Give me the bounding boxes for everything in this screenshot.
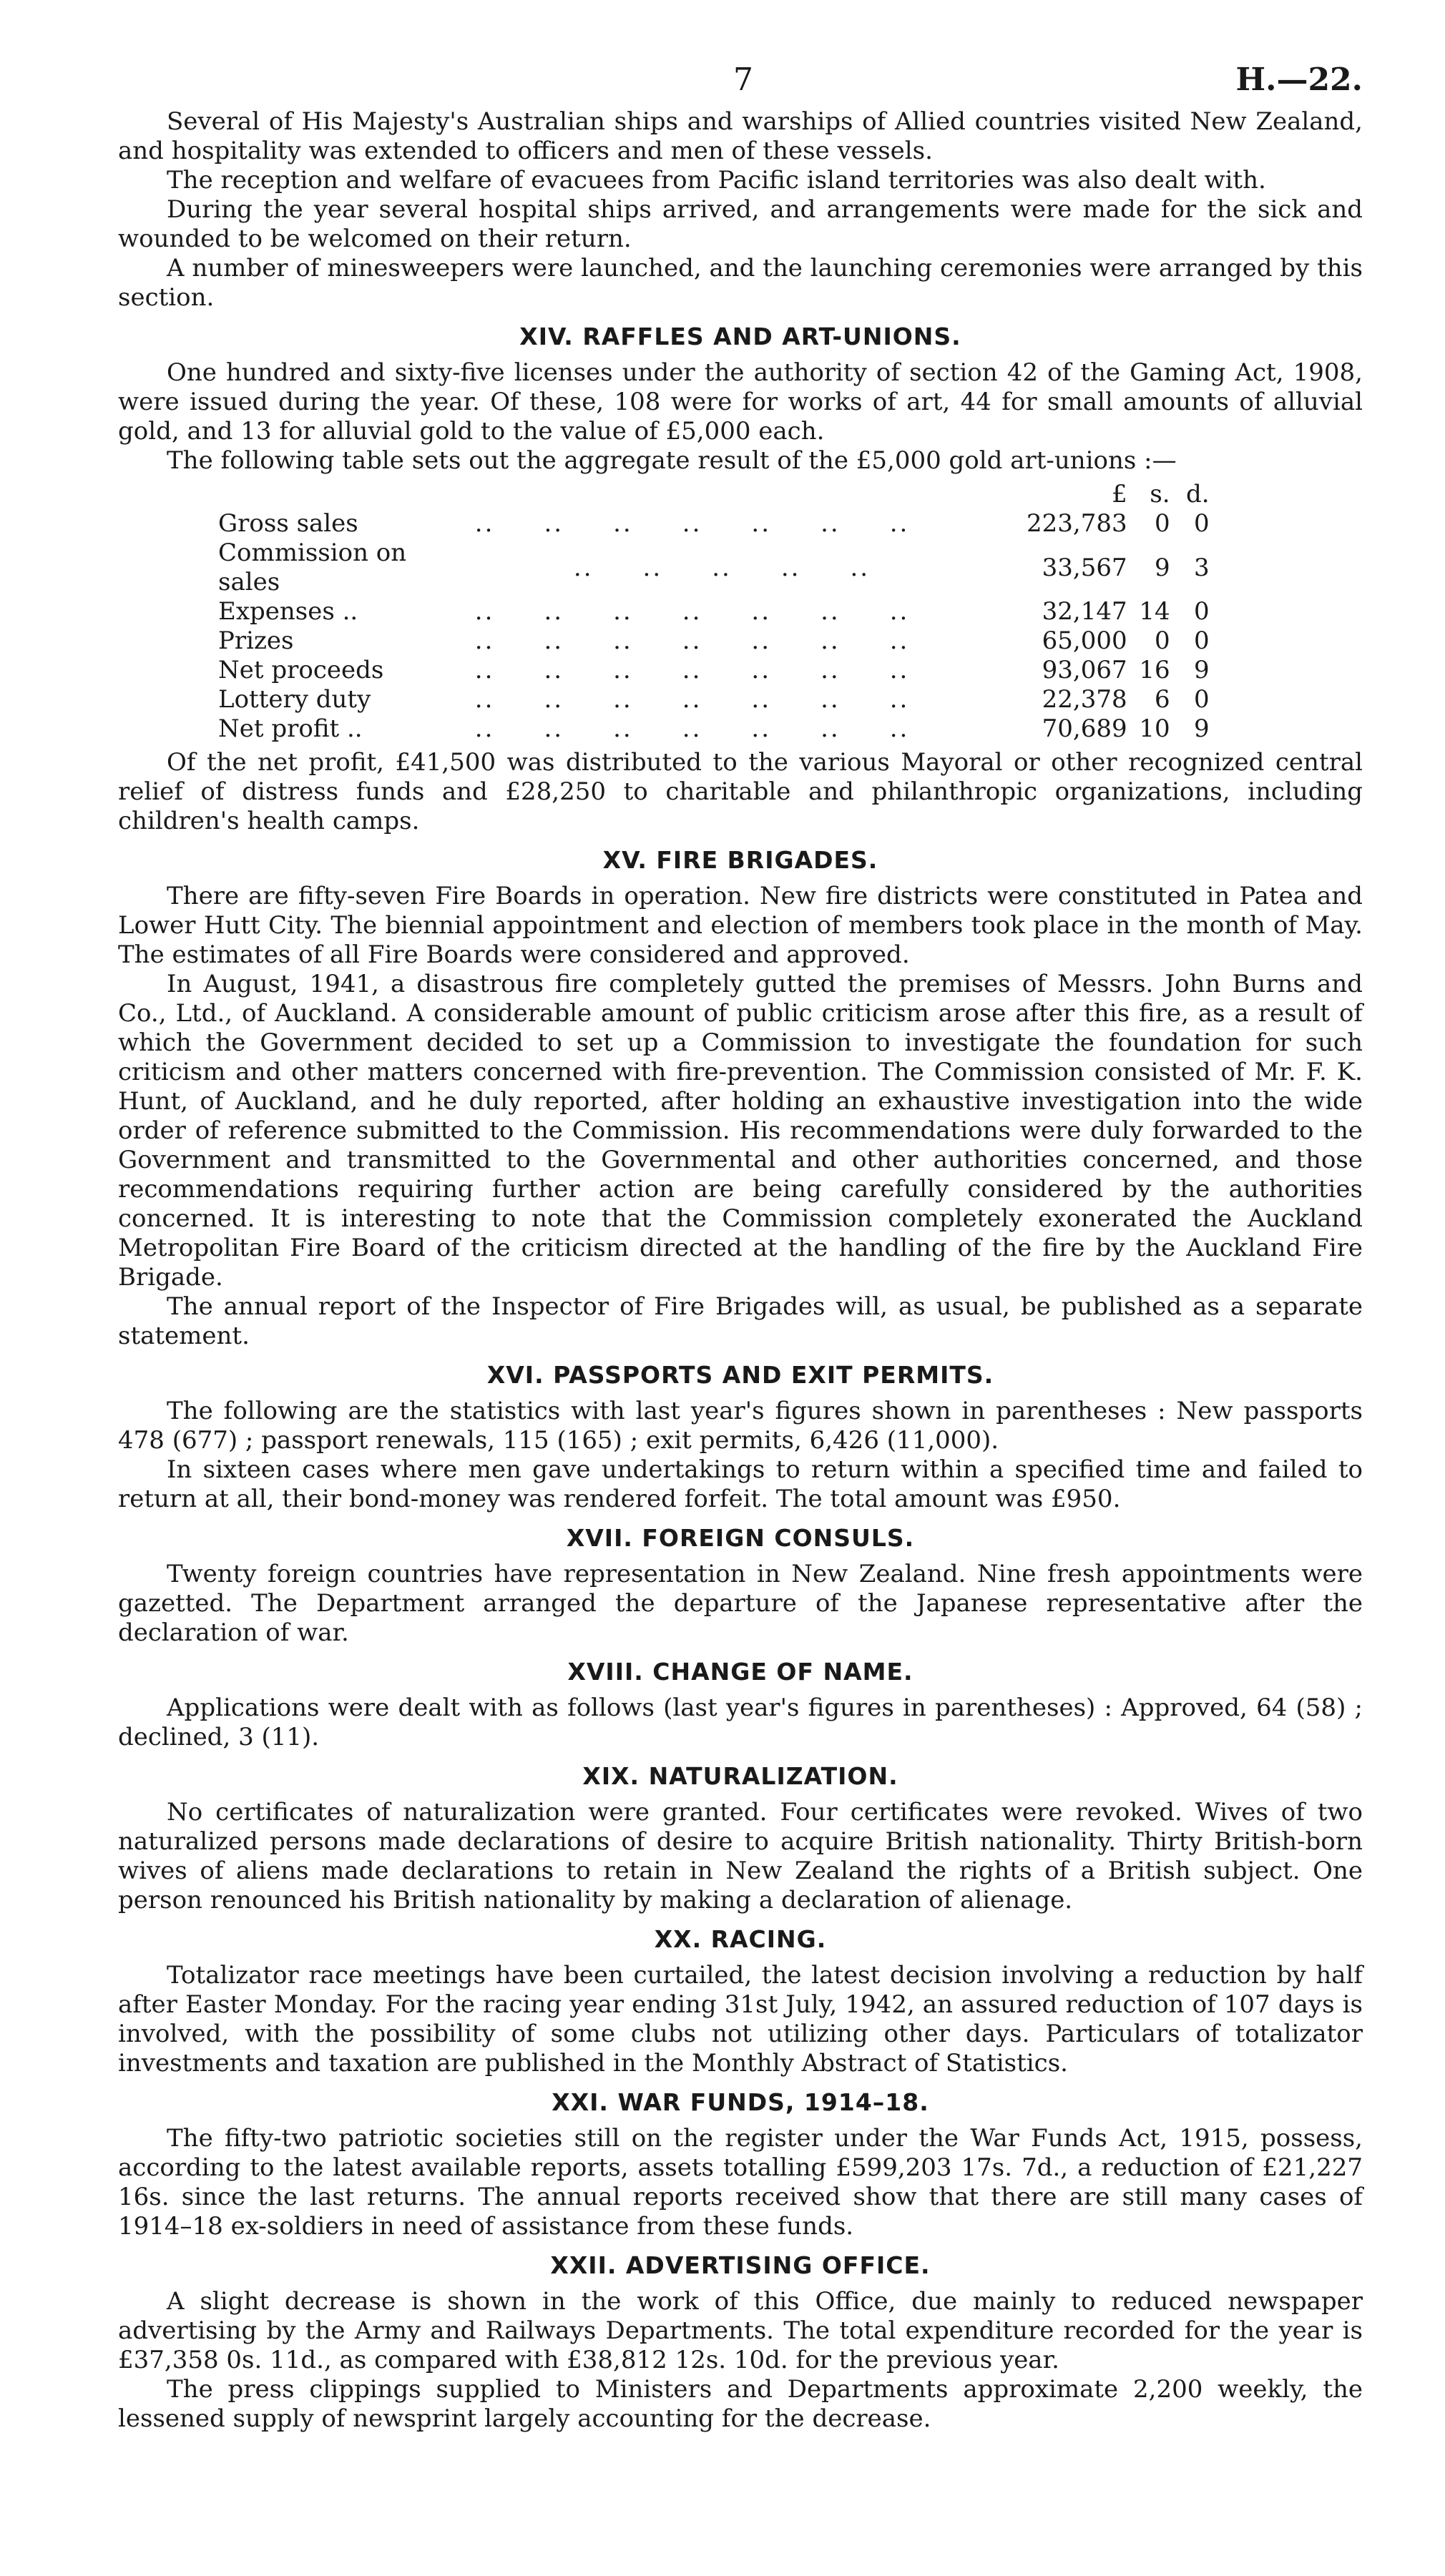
paragraph: Applications were dealt with as follows (last year's figures in parentheses) : Approved, 64 (58) ; declined, 3 (11). — [118, 1693, 1363, 1751]
paragraph: There are fifty-seven Fire Boards in operation. New fire districts were constituted in Patea and Lower Hutt City. The biennial appointment and election of members took place in the month of May. The estimates of all Fire Boards were considered and approved. — [118, 882, 1363, 969]
pounds-cell: 70,689 — [1042, 714, 1127, 743]
section-racing — [118, 1924, 1363, 2078]
leader-dots: .. .. .. .. .. .. .. — [465, 626, 910, 655]
paragraph: One hundred and sixty-five licenses under the authority of section 42 of the Gaming Act, 1908, were issued during the year. Of these, 108 were for works of art, 44 for small amounts of alluvial gold, and 13 for alluvial gold to the value of £5,000 each. — [118, 358, 1363, 446]
section-heading: XIX. NATURALIZATION. — [582, 1762, 898, 1790]
leader-dots: .. .. .. .. .. .. .. — [465, 509, 910, 538]
pence-cell: 3 — [1193, 553, 1210, 582]
pence-cell: 0 — [1193, 509, 1210, 538]
shillings-cell: 0 — [1154, 626, 1170, 655]
pounds-cell: 32,147 — [1042, 597, 1127, 626]
column-header: £ — [1111, 480, 1127, 508]
section-advertising-office — [118, 2250, 1363, 2434]
section-heading: XV. FIRE BRIGADES. — [602, 846, 878, 874]
section-passports — [118, 1360, 1363, 1514]
row-label: Net profit .. — [218, 714, 363, 743]
table-row — [218, 685, 1210, 714]
section-heading: XX. RACING. — [654, 1925, 827, 1953]
paragraph: During the year several hospital ships arrived, and arrangements were made for the sick and wounded to be welcomed on their return. — [118, 195, 1363, 253]
table-row — [218, 539, 1210, 597]
section-fire-brigades — [118, 845, 1363, 1351]
row-label: Expenses .. — [218, 597, 358, 626]
section-heading: XIV. RAFFLES AND ART-UNIONS. — [519, 323, 961, 350]
paragraph: The following are the statistics with last year's figures shown in parentheses : New passports 478 (677) ; passport renewals, 115 (165) ; exit permits, 6,426 (11,000). — [118, 1397, 1363, 1455]
paragraph: No certificates of naturalization were granted. Four certificates were revoked. Wives of two naturalized persons made declarations of desire to acquire British nationality. Thirty British-born wives of aliens made declarations to retain in New Zealand the rights of a British subject. One person renounced his British nationality by making a declaration of alienage. — [118, 1798, 1363, 1914]
section-heading: XVII. FOREIGN CONSULS. — [566, 1524, 915, 1552]
pounds-cell: 223,783 — [1027, 509, 1127, 538]
paragraph: Several of His Majesty's Australian ships and warships of Allied countries visited New Zealand, and hospitality was extended to officers and men of these vessels. — [118, 107, 1363, 165]
leader-dots: .. .. .. .. .. — [465, 553, 871, 582]
paragraph: In August, 1941, a disastrous fire completely gutted the premises of Messrs. John Burns and Co., Ltd., of Auckland. A considerable amount of public criticism arose after this fire, as a result of which the Government decided to set up a Commission to investigate the foundation for such criticism and other matters concerned with fire-prevention. The Commission consisted of Mr. F. K. Hunt, of Auckland, and he duly reported, after holding an exhaustive investigation into the wide order of reference submitted to the Commission. His recommendations were duly forwarded to the Government and transmitted to the Governmental and other authorities concerned, and those recommendations requiring further action are being carefully considered by the authorities concerned. It is interesting to note that the Commission completely exonerated the Auckland Metropolitan Fire Board of the criticism directed at the handling of the fire by the Auckland Fire Brigade. — [118, 970, 1363, 1292]
section-change-of-name — [118, 1656, 1363, 1752]
paragraph: In sixteen cases where men gave undertakings to return within a specified time and failed to return at all, their bond-money was rendered forfeit. The total amount was £950. — [118, 1455, 1363, 1513]
pence-cell: 9 — [1193, 714, 1210, 743]
leader-dots: .. .. .. .. .. .. .. — [465, 656, 910, 684]
table-header-row — [218, 480, 1210, 509]
table-row — [218, 714, 1210, 744]
pence-cell: 9 — [1193, 656, 1210, 684]
document-page — [118, 57, 1363, 2437]
paragraph: The annual report of the Inspector of Fire Brigades will, as usual, be published as a separate statement. — [118, 1292, 1363, 1350]
shillings-cell: 9 — [1154, 553, 1170, 582]
section-heading: XXI. WAR FUNDS, 1914–18. — [552, 2088, 929, 2116]
row-label: Lottery duty — [218, 685, 371, 714]
table-row — [218, 509, 1210, 539]
leader-dots: .. .. .. .. .. .. .. — [465, 597, 910, 626]
pounds-cell: 93,067 — [1042, 656, 1127, 684]
paragraph: A number of minesweepers were launched, and the launching ceremonies were arranged by this section. — [118, 254, 1363, 312]
column-header: s. — [1150, 480, 1170, 508]
section-raffles — [118, 321, 1363, 836]
page-number: 7 — [733, 62, 753, 98]
paragraph: The following table sets out the aggregate result of the £5,000 gold art-unions :— — [167, 446, 1177, 475]
page-header — [118, 57, 1363, 107]
pence-cell: 0 — [1193, 597, 1210, 626]
pence-cell: 0 — [1193, 685, 1210, 714]
row-label: Net proceeds — [218, 656, 384, 684]
paragraph: The press clippings supplied to Ministers and Departments approximate 2,200 weekly, the lessened supply of newsprint largely accounting for the decrease. — [118, 2375, 1363, 2433]
intro-section — [118, 107, 1363, 313]
row-label: Prizes — [218, 626, 294, 655]
shillings-cell: 16 — [1139, 656, 1170, 684]
row-label: Commission on sales — [218, 539, 407, 596]
art-union-results-table — [218, 480, 1210, 744]
paragraph: Totalizator race meetings have been curtailed, the latest decision involving a reduction by half after Easter Monday. For the racing year ending 31st July, 1942, an assured reduction of 107 days is involved, with the possibility of some clubs not utilizing other days. Particulars of totalizator investments and taxation are published in the Monthly Abstract of Statistics. — [118, 1961, 1363, 2078]
document-reference: H.—22. — [1235, 62, 1363, 98]
table-row — [218, 597, 1210, 626]
section-heading: XVI. PASSPORTS AND EXIT PERMITS. — [486, 1361, 994, 1389]
pounds-cell: 33,567 — [1042, 553, 1127, 582]
leader-dots: .. .. .. .. .. .. .. — [465, 714, 910, 743]
table-row — [218, 626, 1210, 656]
section-foreign-consuls — [118, 1523, 1363, 1648]
pounds-cell: 22,378 — [1042, 685, 1127, 714]
shillings-cell: 6 — [1154, 685, 1170, 714]
section-heading: XXII. ADVERTISING OFFICE. — [550, 2251, 931, 2279]
paragraph: Of the net profit, £41,500 was distributed to the various Mayoral or other recognized central relief of distress funds and £28,250 to charitable and philanthropic organizations, including children's health camps. — [118, 748, 1363, 835]
paragraph: The reception and welfare of evacuees from Pacific island territories was also dealt with. — [167, 166, 1266, 195]
pence-cell: 0 — [1193, 626, 1210, 655]
shillings-cell: 10 — [1139, 714, 1170, 743]
row-label: Gross sales — [218, 509, 358, 538]
paragraph: A slight decrease is shown in the work of this Office, due mainly to reduced newspaper advertising by the Army and Railways Departments. The total expenditure recorded for the year is £37,358 0s. 11d., as compared with £38,812 12s. 10d. for the previous year. — [118, 2287, 1363, 2374]
section-naturalization — [118, 1761, 1363, 1915]
shillings-cell: 0 — [1154, 509, 1170, 538]
column-header: d. — [1186, 480, 1210, 508]
paragraph: The fifty-two patriotic societies still on the register under the War Funds Act, 1915, possess, according to the latest available reports, assets totalling £599,203 17s. 7d., a reduction of £21,227 16s. since the last returns. The annual reports received show that there are still many cases of 1914–18 ex-soldiers in need of assistance from these funds. — [118, 2124, 1363, 2241]
section-war-funds — [118, 2087, 1363, 2241]
paragraph: Twenty foreign countries have representation in New Zealand. Nine fresh appointments were gazetted. The Department arranged the departure of the Japanese representative after the declaration of war. — [118, 1560, 1363, 1647]
shillings-cell: 14 — [1139, 597, 1170, 626]
section-heading: XVIII. CHANGE OF NAME. — [567, 1658, 913, 1686]
table-row — [218, 656, 1210, 685]
pounds-cell: 65,000 — [1042, 626, 1127, 655]
leader-dots: .. .. .. .. .. .. .. — [465, 685, 910, 714]
